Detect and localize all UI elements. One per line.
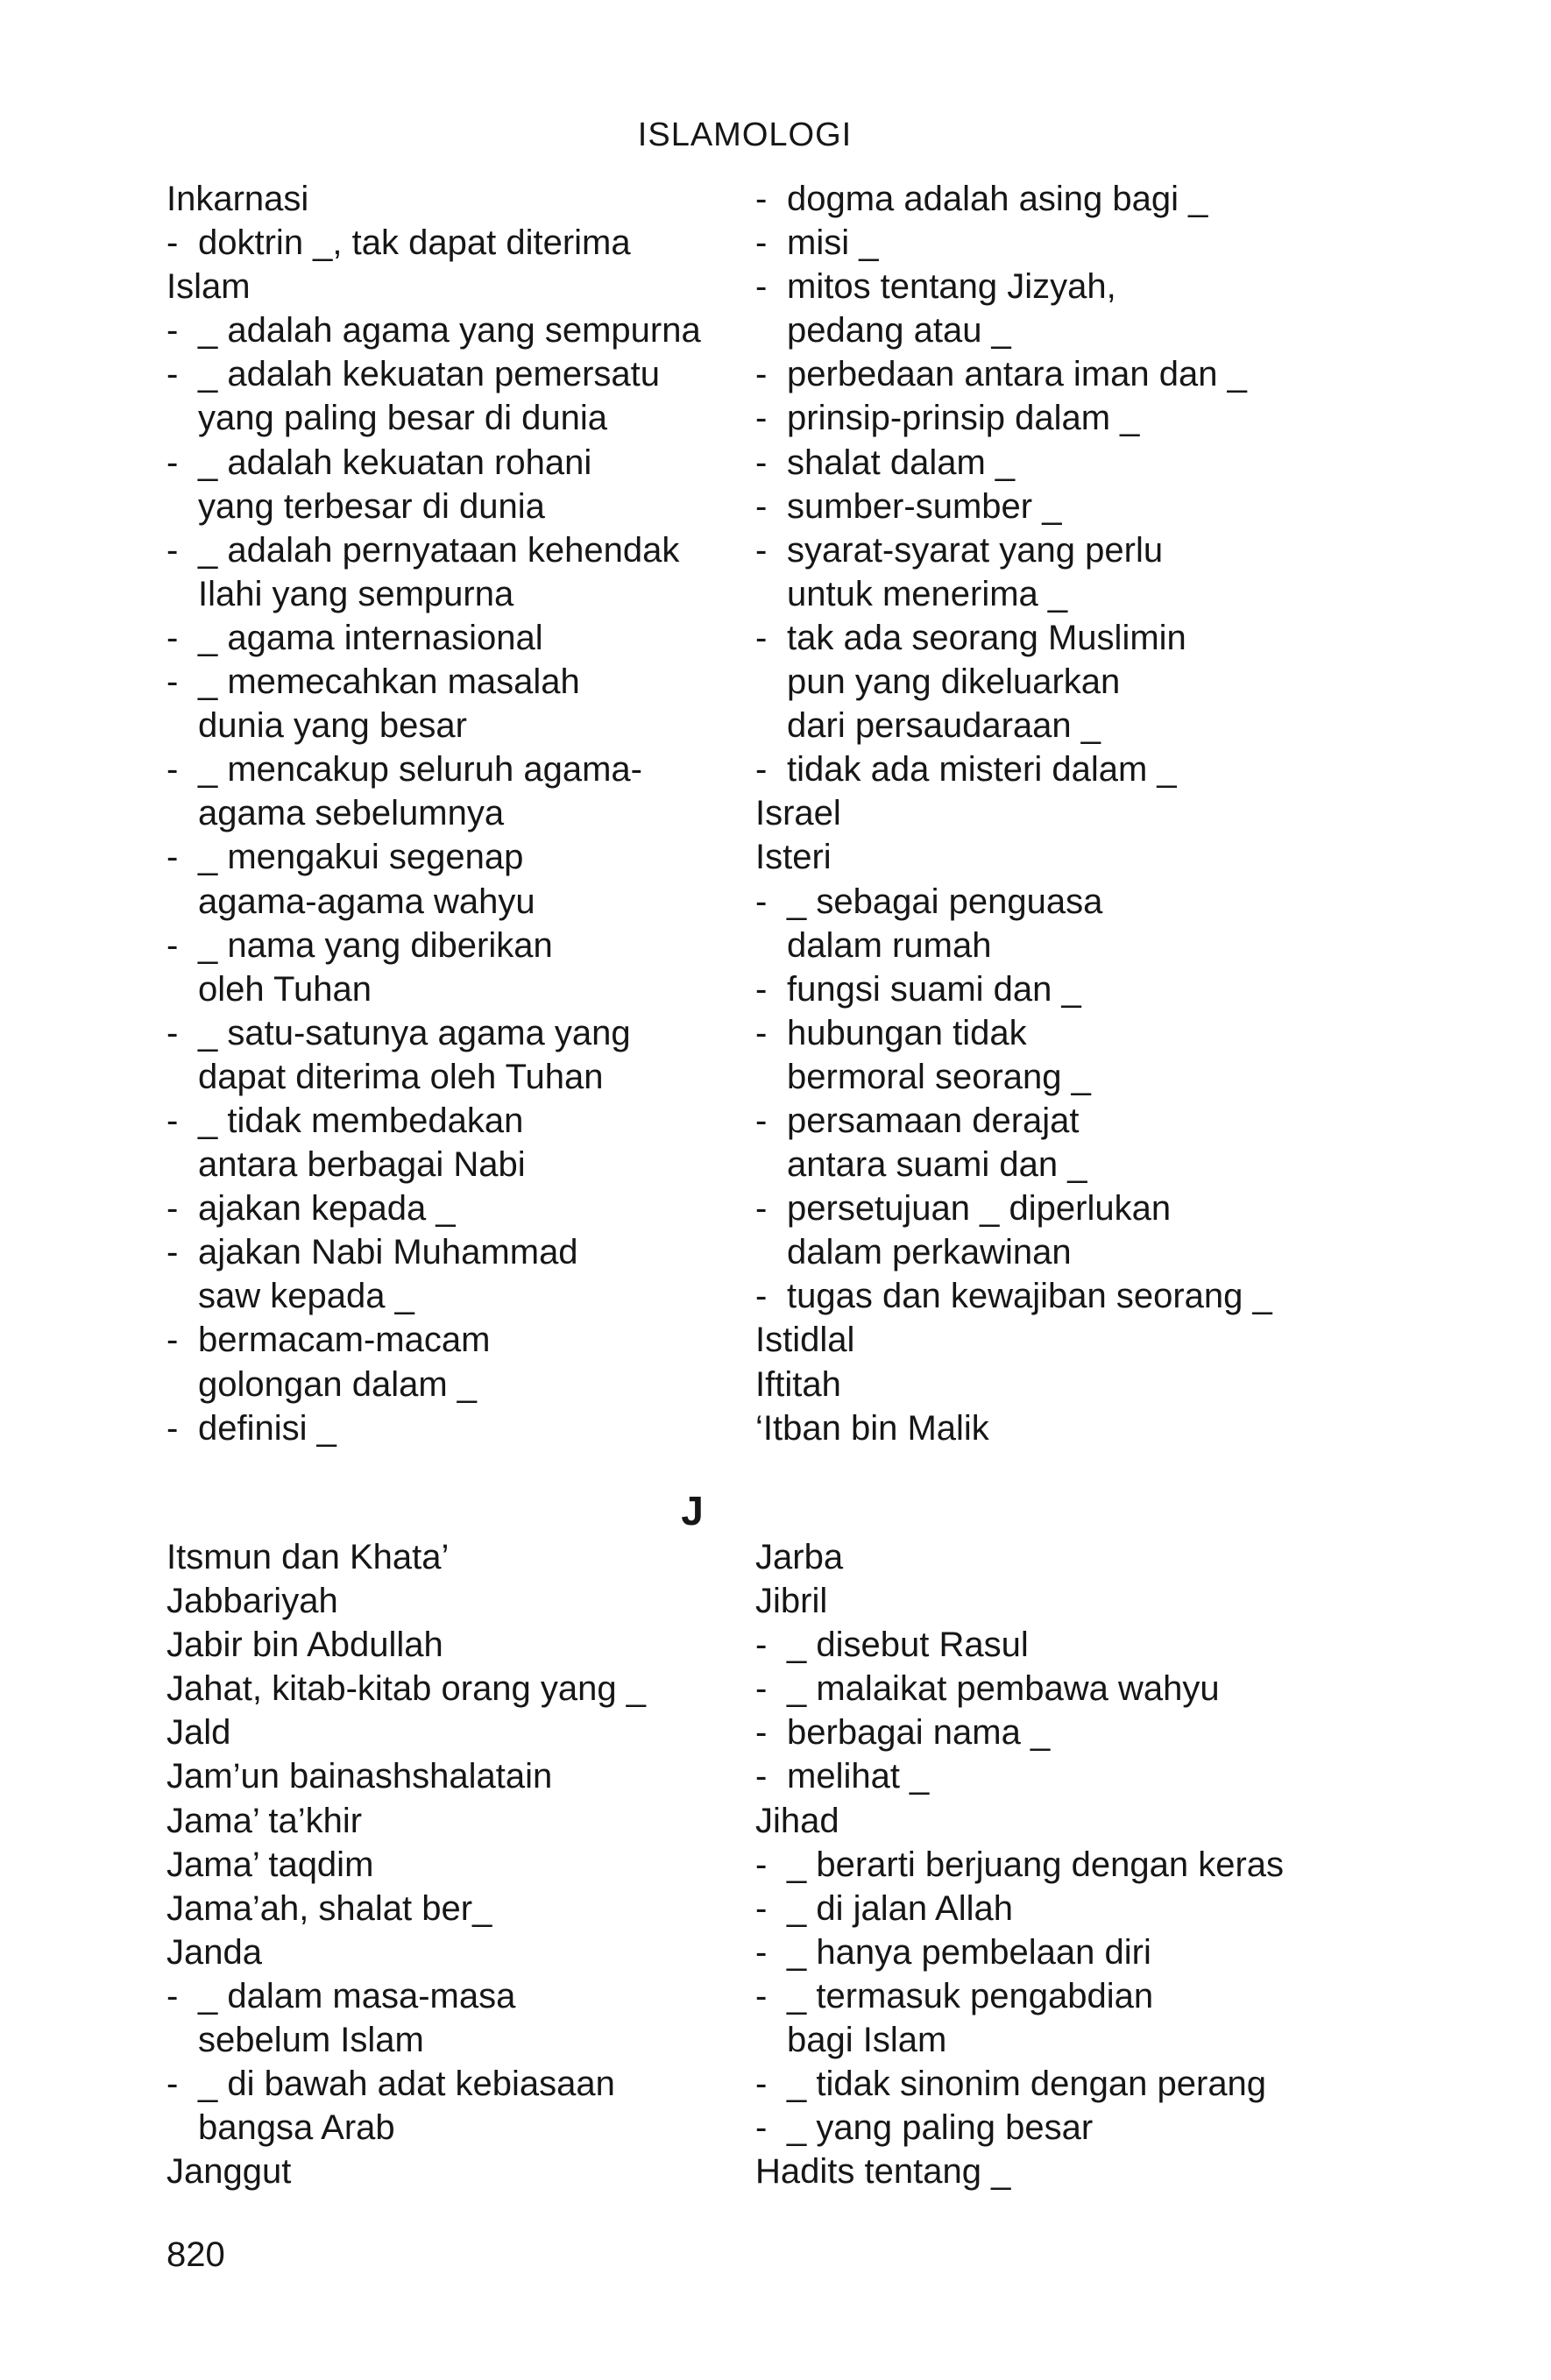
continuation-text: antara berbagai Nabi <box>198 1145 526 1185</box>
entry-text: Israel <box>755 794 841 833</box>
subentry-text: hubungan tidak <box>787 1013 1027 1052</box>
subentry-dash: - <box>166 311 179 351</box>
subentry-dash: - <box>755 267 768 307</box>
continuation-text: dari persaudaraan _ <box>787 706 1101 746</box>
subentry-dash: - <box>755 1277 768 1316</box>
index-entry-heading <box>166 1667 646 1711</box>
index-entry-heading <box>166 1887 646 1930</box>
subentry-dash: - <box>755 1888 768 1928</box>
subentry-text: _ adalah pernyataan kehendak <box>198 530 680 570</box>
subentry-dash: - <box>166 1013 179 1052</box>
index-subentry <box>166 308 701 352</box>
index-subentry <box>755 880 1272 924</box>
subentry-text: _ adalah agama yang sempurna <box>198 311 701 351</box>
page-number: 820 <box>166 2235 225 2274</box>
continuation-text: bangsa Arab <box>198 2108 395 2148</box>
index-subentry <box>755 1274 1272 1318</box>
entry-text: Jihad <box>755 1801 839 1840</box>
index-subentry <box>755 528 1272 572</box>
index-subentry-continuation <box>166 2106 646 2150</box>
index-subentry <box>166 221 701 265</box>
subentry-text: _ berarti berjuang dengan keras <box>787 1845 1285 1884</box>
subentry-text: _ hanya pembelaan diri <box>787 1932 1151 1972</box>
subentry-text: _ agama internasional <box>198 618 543 657</box>
subentry-text: _ tidak membedakan <box>198 1101 524 1140</box>
subentry-text: persamaan derajat <box>787 1101 1080 1140</box>
continuation-text: dapat diterima oleh Tuhan <box>198 1057 604 1096</box>
subentry-dash: - <box>755 1101 768 1140</box>
entry-text: ‘Itban bin Malik <box>755 1408 989 1448</box>
subentry-text: misi _ <box>787 223 879 263</box>
entry-text: Jahat, kitab-kitab orang yang _ <box>166 1669 647 1709</box>
continuation-text: oleh Tuhan <box>198 969 372 1009</box>
continuation-text: Ilahi yang sempurna <box>198 574 514 613</box>
index-subentry <box>755 1711 1284 1754</box>
subentry-dash: - <box>166 1408 179 1448</box>
index-subentry <box>166 747 701 791</box>
subentry-text: _ sebagai penguasa <box>787 882 1103 921</box>
index-column-j-left <box>166 1535 646 2193</box>
index-subentry <box>755 352 1272 396</box>
index-subentry <box>755 1974 1284 2018</box>
index-subentry <box>166 1011 701 1055</box>
index-subentry <box>755 441 1272 485</box>
continuation-text: golongan dalam _ <box>198 1364 478 1404</box>
index-entry-heading <box>755 791 1272 835</box>
subentry-dash: - <box>166 1233 179 1272</box>
index-subentry <box>755 2062 1284 2106</box>
entry-text: Jabbariyah <box>166 1582 338 1621</box>
index-subentry <box>755 177 1272 221</box>
continuation-text: bagi Islam <box>787 2021 947 2060</box>
subentry-text: prinsip-prinsip dalam _ <box>787 399 1140 438</box>
index-subentry <box>166 2062 646 2106</box>
index-subentry <box>166 1099 701 1143</box>
subentry-dash: - <box>166 223 179 263</box>
subentry-text: _ adalah kekuatan rohani <box>198 443 592 482</box>
index-subentry <box>755 1186 1272 1230</box>
subentry-dash: - <box>755 618 768 657</box>
index-entry-heading <box>166 1711 646 1754</box>
entry-text: Iftitah <box>755 1364 841 1404</box>
index-subentry <box>755 1843 1284 1887</box>
index-entry-heading <box>166 1843 646 1887</box>
continuation-text: dalam rumah <box>787 925 992 965</box>
subentry-dash: - <box>755 399 768 438</box>
subentry-dash: - <box>755 1669 768 1709</box>
subentry-text: _ memecahkan masalah <box>198 662 580 702</box>
index-subentry-continuation <box>755 1055 1272 1099</box>
continuation-text: saw kepada _ <box>198 1277 414 1316</box>
subentry-text: perbedaan antara iman dan _ <box>787 355 1247 394</box>
subentry-dash: - <box>166 1321 179 1360</box>
subentry-dash: - <box>755 1626 768 1665</box>
continuation-text: pun yang dikeluarkan <box>787 662 1121 702</box>
subentry-dash: - <box>166 530 179 570</box>
index-subentry <box>755 2106 1284 2150</box>
entry-text: Jama’ taqdim <box>166 1845 374 1884</box>
index-column-j-right <box>755 1535 1284 2193</box>
subentry-dash: - <box>166 2065 179 2104</box>
entry-text: Hadits tentang _ <box>755 2152 1011 2192</box>
subentry-dash: - <box>166 355 179 394</box>
subentry-dash: - <box>755 750 768 790</box>
continuation-text: dalam perkawinan <box>787 1233 1072 1272</box>
entry-text: Janggut <box>166 2152 292 2192</box>
index-entry-heading <box>755 1363 1272 1406</box>
index-entry-heading <box>755 1799 1284 1843</box>
index-subentry <box>755 747 1272 791</box>
subentry-dash: - <box>166 662 179 702</box>
subentry-dash: - <box>755 1976 768 2015</box>
subentry-text: persetujuan _ diperlukan <box>787 1189 1172 1229</box>
subentry-dash: - <box>755 969 768 1009</box>
index-subentry <box>755 221 1272 265</box>
subentry-text: _ disebut Rasul <box>787 1626 1029 1665</box>
index-subentry <box>166 1318 701 1362</box>
subentry-dash: - <box>755 882 768 921</box>
index-subentry <box>166 528 701 572</box>
subentry-text: bermacam-macam <box>198 1321 491 1360</box>
index-subentry <box>166 352 701 396</box>
index-subentry <box>755 616 1272 660</box>
subentry-dash: - <box>755 1757 768 1796</box>
subentry-text: ajakan kepada _ <box>198 1189 456 1229</box>
entry-text: Jam’un bainashshalatain <box>166 1757 553 1796</box>
entry-text: Isteri <box>755 838 832 877</box>
index-subentry-continuation <box>755 704 1272 747</box>
subentry-dash: - <box>755 530 768 570</box>
entry-text: Inkarnasi <box>166 180 309 218</box>
index-subentry-continuation <box>166 704 701 747</box>
subentry-dash: - <box>166 443 179 482</box>
index-entry-heading <box>755 1318 1272 1362</box>
subentry-dash: - <box>166 1101 179 1140</box>
subentry-text: sumber-sumber _ <box>787 486 1062 526</box>
index-subentry-continuation <box>166 1363 701 1406</box>
index-entry-heading <box>166 1535 646 1579</box>
subentry-dash: - <box>755 1189 768 1229</box>
entry-text: Janda <box>166 1932 262 1972</box>
subentry-text: _ adalah kekuatan pemersatu <box>198 355 661 394</box>
subentry-text: dogma adalah asing bagi _ <box>787 180 1208 218</box>
subentry-dash: - <box>755 486 768 526</box>
index-subentry <box>166 1186 701 1230</box>
index-entry-heading <box>166 1623 646 1667</box>
index-subentry-continuation <box>166 1143 701 1186</box>
subentry-text: _ mencakup seluruh agama- <box>198 750 642 790</box>
index-subentry <box>755 967 1272 1011</box>
continuation-text: sebelum Islam <box>198 2021 424 2060</box>
entry-text: Itsmun dan Khata’ <box>166 1538 450 1576</box>
continuation-text: agama sebelumnya <box>198 794 505 833</box>
subentry-text: _ dalam masa-masa <box>198 1976 516 2015</box>
subentry-text: _ nama yang diberikan <box>198 925 553 965</box>
index-entry-heading <box>755 1535 1284 1579</box>
index-subentry-continuation <box>166 572 701 616</box>
subentry-text: doktrin _, tak dapat diterima <box>198 223 631 263</box>
index-subentry-continuation <box>166 396 701 440</box>
index-subentry-continuation <box>166 967 701 1011</box>
index-subentry <box>755 1011 1272 1055</box>
entry-text: Jama’ ta’khir <box>166 1801 363 1840</box>
subentry-text: _ termasuk pengabdian <box>787 1976 1154 2015</box>
subentry-text: _ di jalan Allah <box>787 1888 1013 1928</box>
index-subentry <box>755 265 1272 308</box>
subentry-text: _ di bawah adat kebiasaan <box>198 2065 615 2104</box>
index-entry-heading <box>755 1406 1272 1450</box>
index-subentry <box>166 616 701 660</box>
entry-text: Jabir bin Abdullah <box>166 1626 443 1665</box>
continuation-text: agama-agama wahyu <box>198 882 535 921</box>
index-subentry-continuation <box>166 2018 646 2062</box>
subentry-text: melihat _ <box>787 1757 930 1796</box>
entry-text: Islam <box>166 267 251 307</box>
subentry-dash: - <box>755 2108 768 2148</box>
subentry-dash: - <box>755 223 768 263</box>
subentry-text: ajakan Nabi Muhammad <box>198 1233 578 1272</box>
running-header: ISLAMOLOGI <box>637 117 853 153</box>
continuation-text: bermoral seorang _ <box>787 1057 1091 1096</box>
index-subentry <box>755 1754 1284 1798</box>
index-subentry-continuation <box>755 572 1272 616</box>
subentry-dash: - <box>755 443 768 482</box>
entry-text: Jarba <box>755 1538 844 1576</box>
subentry-dash: - <box>166 1976 179 2015</box>
index-subentry-continuation <box>166 880 701 924</box>
index-subentry-continuation <box>755 308 1272 352</box>
subentry-dash: - <box>755 1013 768 1052</box>
subentry-dash: - <box>755 1932 768 1972</box>
continuation-text: antara suami dan _ <box>787 1145 1087 1185</box>
index-subentry <box>755 1623 1284 1667</box>
index-subentry <box>166 1406 701 1450</box>
index-entry-heading <box>166 2150 646 2193</box>
entry-text: Jama’ah, shalat ber_ <box>166 1888 492 1928</box>
subentry-text: syarat-syarat yang perlu <box>787 530 1164 570</box>
subentry-dash: - <box>166 838 179 877</box>
subentry-text: fungsi suami dan _ <box>787 969 1081 1009</box>
index-subentry <box>755 396 1272 440</box>
index-column-i-left <box>166 177 701 1450</box>
index-subentry-continuation <box>755 1230 1272 1274</box>
index-entry-heading <box>755 1579 1284 1623</box>
index-subentry-continuation <box>755 1143 1272 1186</box>
index-subentry <box>755 1667 1284 1711</box>
subentry-text: shalat dalam _ <box>787 443 1016 482</box>
subentry-dash: - <box>166 1189 179 1229</box>
index-subentry-continuation <box>166 485 701 528</box>
subentry-dash: - <box>166 618 179 657</box>
index-subentry-continuation <box>166 1274 701 1318</box>
subentry-dash: - <box>755 2065 768 2104</box>
subentry-text: definisi _ <box>198 1408 336 1448</box>
index-entry-heading <box>166 1754 646 1798</box>
subentry-text: _ malaikat pembawa wahyu <box>787 1669 1220 1709</box>
index-entry-heading <box>166 1799 646 1843</box>
subentry-text: _ tidak sinonim dengan perang <box>787 2065 1267 2104</box>
continuation-text: untuk menerima _ <box>787 574 1068 613</box>
index-subentry-continuation <box>166 791 701 835</box>
section-letter-heading: J <box>681 1488 704 1534</box>
subentry-text: mitos tentang Jizyah, <box>787 267 1116 307</box>
subentry-text: _ mengakui segenap <box>198 838 524 877</box>
index-subentry-continuation <box>755 660 1272 704</box>
subentry-text: _ satu-satunya agama yang <box>198 1013 631 1052</box>
index-entry-heading <box>755 2150 1284 2193</box>
entry-text: Jald <box>166 1713 231 1753</box>
index-subentry <box>166 441 701 485</box>
subentry-text: tugas dan kewajiban seorang _ <box>787 1277 1272 1316</box>
subentry-text: berbagai nama _ <box>787 1713 1051 1753</box>
index-entry-heading <box>166 1579 646 1623</box>
index-subentry <box>755 1930 1284 1974</box>
subentry-dash: - <box>755 355 768 394</box>
subentry-dash: - <box>755 180 768 218</box>
index-subentry <box>166 1230 701 1274</box>
index-entry-heading <box>166 177 701 221</box>
index-subentry <box>166 835 701 879</box>
continuation-text: pedang atau _ <box>787 311 1011 351</box>
entry-text: Istidlal <box>755 1321 855 1360</box>
index-entry-heading <box>755 835 1272 879</box>
subentry-dash: - <box>755 1713 768 1753</box>
index-subentry <box>166 660 701 704</box>
subentry-text: tidak ada misteri dalam _ <box>787 750 1177 790</box>
index-subentry <box>755 1099 1272 1143</box>
continuation-text: yang terbesar di dunia <box>198 486 545 526</box>
index-entry-heading <box>166 1930 646 1974</box>
index-entry-heading <box>166 265 701 308</box>
entry-text: Jibril <box>755 1582 828 1621</box>
subentry-dash: - <box>166 925 179 965</box>
continuation-text: dunia yang besar <box>198 706 467 746</box>
subentry-dash: - <box>166 750 179 790</box>
subentry-text: tak ada seorang Muslimin <box>787 618 1186 657</box>
index-subentry-continuation <box>166 1055 701 1099</box>
index-subentry <box>166 924 701 967</box>
index-subentry <box>755 1887 1284 1930</box>
index-subentry <box>166 1974 646 2018</box>
index-column-i-right <box>755 177 1272 1450</box>
index-subentry-continuation <box>755 2018 1284 2062</box>
index-subentry-continuation <box>755 924 1272 967</box>
subentry-dash: - <box>755 1845 768 1884</box>
index-subentry <box>755 485 1272 528</box>
subentry-text: _ yang paling besar <box>787 2108 1094 2148</box>
continuation-text: yang paling besar di dunia <box>198 399 608 438</box>
